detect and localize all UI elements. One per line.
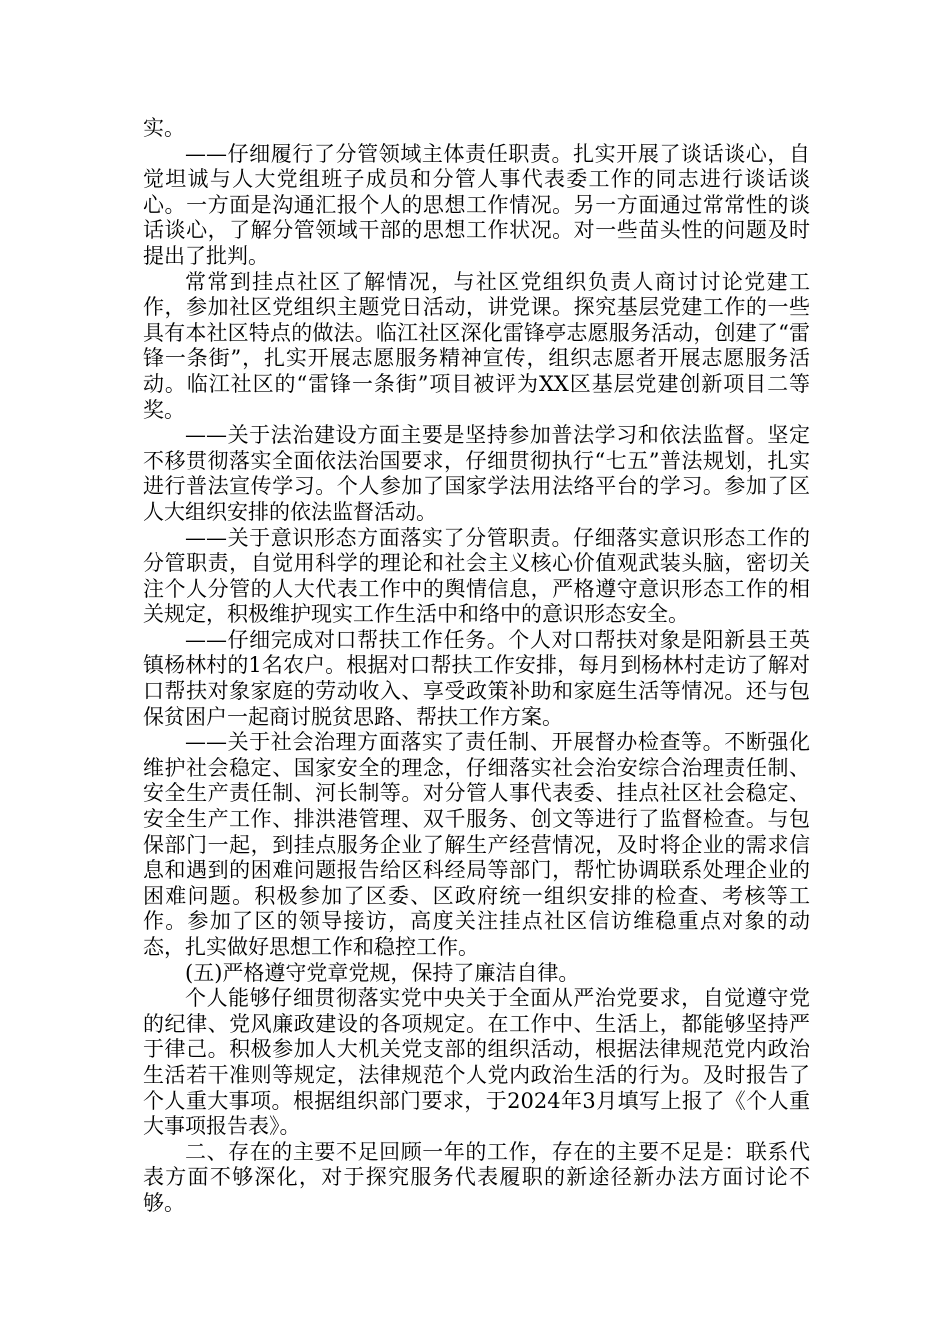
paragraph-6: ——仔细完成对口帮扶工作任务。个人对口帮扶对象是阳新县王英镇杨林村的1名农户。根据对口帮扶工作安排，每月到杨林村走访了解对口帮扶对象家庭的劳动收入、享受政策补助和家庭生活等情况。还与包保贫困户一起商讨脱贫思路、帮扶工作方案。 [143,627,810,729]
paragraph-1: 实。 [143,116,185,140]
paragraph-10: 二、存在的主要不足回顾一年的工作，存在的主要不足是：联系代表方面不够深化，对于探究服务代表履职的新途径新办法方面讨论不够。 [143,1139,810,1215]
section-heading: (五)严格遵守党章党规，保持了廉洁自律。 [185,960,580,985]
paragraph-3: 常常到挂点社区了解情况，与社区党组织负责人商讨讨论党建工作，参加社区党组织主题党日活动，讲党课。探究基层党建工作的一些具有本社区特点的做法。临江社区深化雷锋亭志愿服务活动，创建了“雷锋一条街”，扎实开展志愿服务精神宣传，组织志愿者开展志愿服务活动。临江社区的“雷锋一条街”项目被评为XX区基层党建创新项目二等奖。 [143,269,810,422]
paragraph-9: 个人能够仔细贯彻落实党中央关于全面从严治党要求，自觉遵守党的纪律、党风廉政建设的各项规定。在工作中、生活上，都能够坚持严于律己。积极参加人大机关党支部的组织活动，根据法律规范党内政治生活若干准则等规定，法律规范个人党内政治生活的行为。及时报告了个人重大事项。根据组织部门要求，于2024年3月填写上报了《个人重大事项报告表》。 [143,986,810,1139]
document-page [143,116,810,1217]
paragraph-7: ——关于社会治理方面落实了责任制、开展督办检查等。不断强化维护社会稳定、国家安全的理念，仔细落实社会治安综合治理责任制、安全生产责任制、河长制等。对分管人事代表委、挂点社区社会稳定、安全生产工作、排洪港管理、双千服务、创文等进行了监督检查。与包保部门一起，到挂点服务企业了解生产经营情况，及时将企业的需求信息和遇到的困难问题报告给区科经局等部门，帮忙协调联系处理企业的困难问题。积极参加了区委、区政府统一组织安排的检查、考核等工作。参加了区的领导接访，高度关注挂点社区信访维稳重点对象的动态，扎实做好思想工作和稳控工作。 [143,730,810,959]
paragraph-2: ——仔细履行了分管领域主体责任职责。扎实开展了谈话谈心，自觉坦诚与人大党组班子成员和分管人事代表委工作的同志进行谈话谈心。一方面是沟通汇报个人的思想工作情况。另一方面通过常常性的谈话谈心，了解分管领域干部的思想工作状况。对一些苗头性的问题及时提出了批判。 [143,141,810,268]
paragraph-5: ——关于意识形态方面落实了分管职责。仔细落实意识形态工作的分管职责，自觉用科学的理论和社会主义核心价值观武装头脑，密切关注个人分管的人大代表工作中的舆情信息，严格遵守意识形态工作的相关规定，积极维护现实工作生活中和络中的意识形态安全。 [143,525,810,627]
paragraph-4: ——关于法治建设方面主要是坚持参加普法学习和依法监督。坚定不移贯彻落实全面依法治国要求，仔细贯彻执行“七五”普法规划，扎实进行普法宣传学习。个人参加了国家学法用法络平台的学习。参加了区人大组织安排的依法监督活动。 [143,423,810,524]
